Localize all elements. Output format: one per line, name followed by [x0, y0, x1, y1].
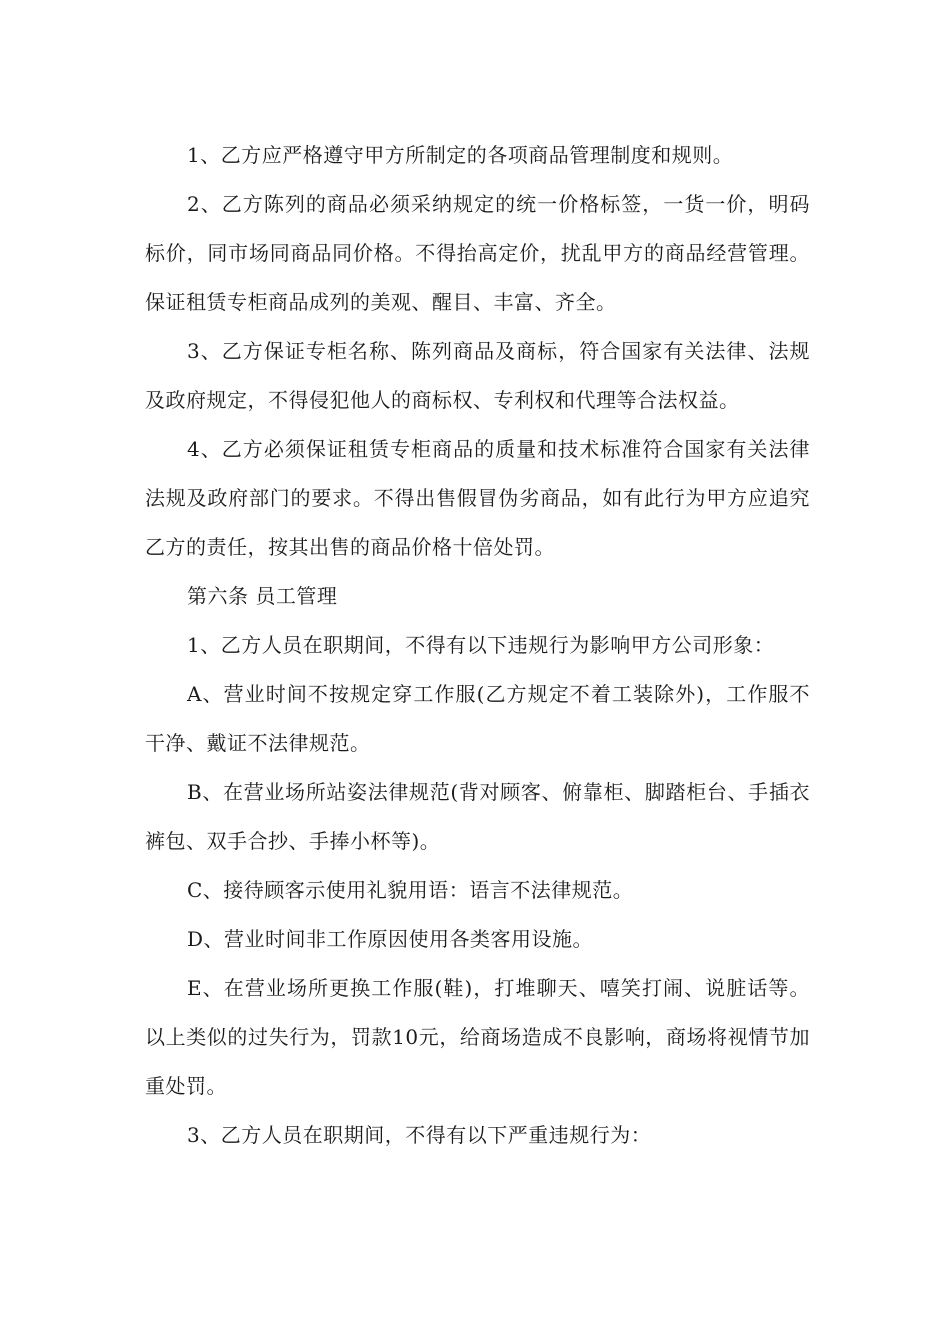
paragraph-3: 3、乙方保证专柜名称、陈列商品及商标，符合国家有关法律、法规及政府规定，不得侵犯他人的商标权、专利权和代理等合法权益。 [145, 339, 810, 412]
paragraph-1: 1、乙方应严格遵守甲方所制定的各项商品管理制度和规则。 [187, 143, 734, 167]
document-body [145, 131, 810, 1160]
section-heading: 第六条 员工管理 [187, 584, 338, 608]
paragraph-6: 3、乙方人员在职期间，不得有以下严重违规行为： [187, 1123, 652, 1147]
paragraph-4: 4、乙方必须保证租赁专柜商品的质量和技术标准符合国家有关法律法规及政府部门的要求。不得出售假冒伪劣商品，如有此行为甲方应追究乙方的责任，按其出售的商品价格十倍处罚。 [145, 437, 810, 559]
paragraph-c: C、接待顾客示使用礼貌用语：语言不法律规范。 [187, 878, 634, 902]
paragraph-b: B、在营业场所站姿法律规范(背对顾客、俯靠柜、脚踏柜台、手插衣裤包、双手合抄、手捧小杯等)。 [145, 780, 810, 853]
paragraph-2: 2、乙方陈列的商品必须采纳规定的统一价格标签，一货一价，明码标价，同市场同商品同价格。不得抬高定价，扰乱甲方的商品经营管理。保证租赁专柜商品成列的美观、醒目、丰富、齐全。 [145, 192, 810, 314]
paragraph-e: E、在营业场所更换工作服(鞋)，打堆聊天、嘻笑打闹、说脏话等。以上类似的过失行为，罚款10元，给商场造成不良影响，商场将视情节加重处罚。 [145, 976, 810, 1098]
paragraph-a: A、营业时间不按规定穿工作服(乙方规定不着工装除外)，工作服不干净、戴证不法律规范。 [145, 682, 810, 755]
paragraph-5: 1、乙方人员在职期间，不得有以下违规行为影响甲方公司形象： [187, 633, 775, 657]
paragraph-d: D、营业时间非工作原因使用各类客用设施。 [187, 927, 594, 951]
